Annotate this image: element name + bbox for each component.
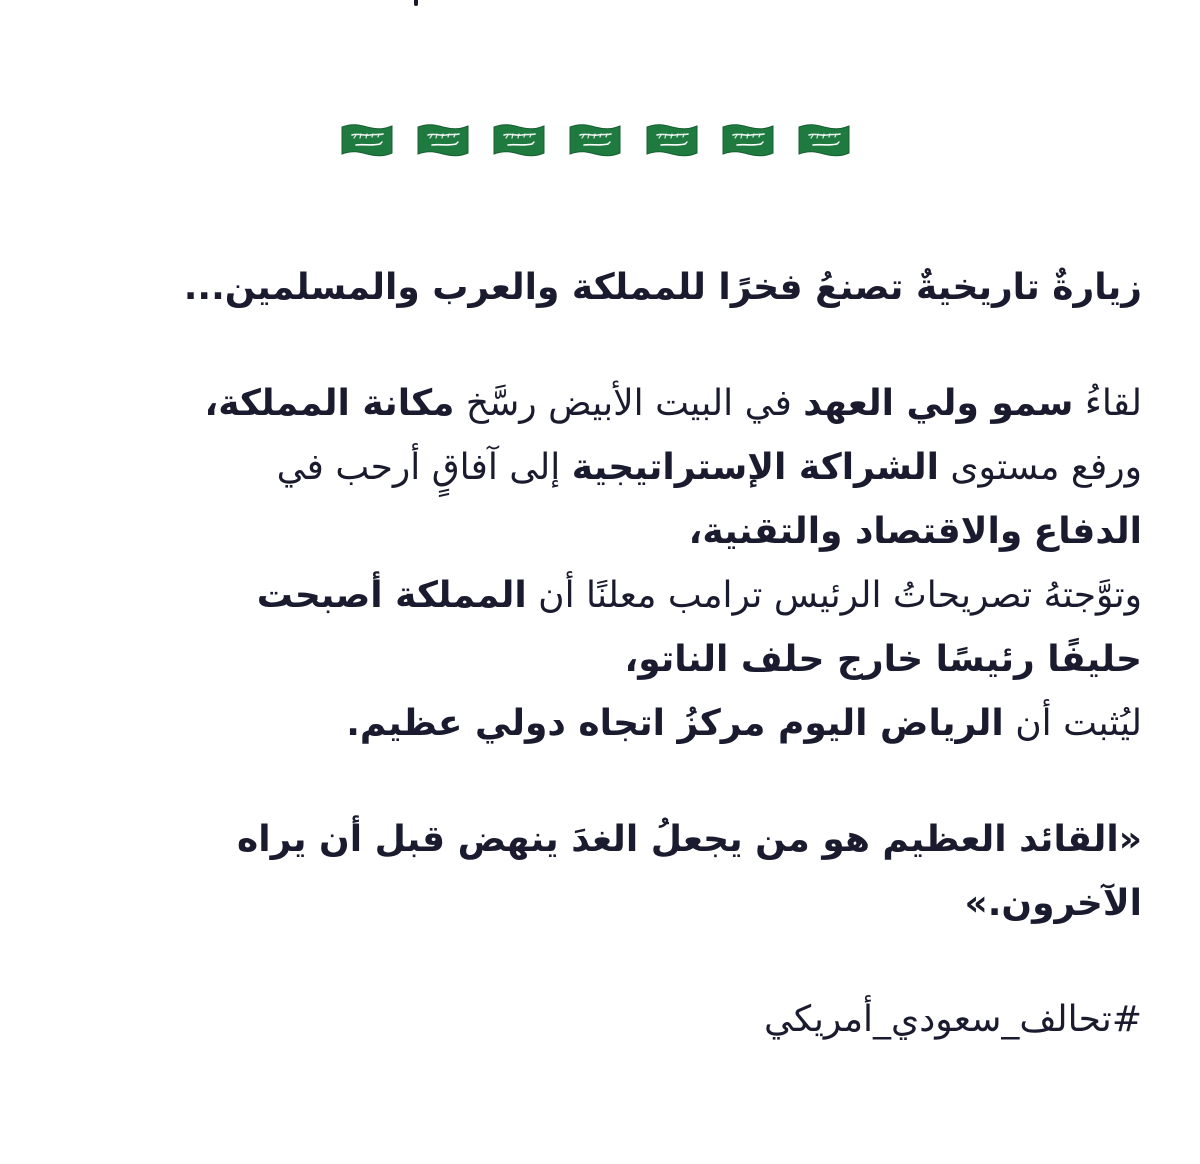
saudi-flag-icon bbox=[340, 122, 394, 160]
clipped-text-fragment bbox=[414, 0, 418, 6]
text-run: في البيت الأبيض رسَّخ bbox=[454, 383, 804, 424]
para1-line-2 bbox=[42, 436, 1142, 500]
paragraph-gap bbox=[42, 756, 1142, 808]
bold-run: مكانة المملكة، bbox=[204, 383, 455, 424]
saudi-flag-icon bbox=[721, 122, 775, 160]
quote-line-2: الآخرون.» bbox=[964, 883, 1142, 924]
post-headline: زيارةٌ تاريخيةٌ تصنعُ فخرًا للمملكة والعرب والمسلمين... bbox=[183, 267, 1142, 308]
bold-run: الدفاع bbox=[1033, 511, 1142, 552]
bold-run: والاقتصاد والتقنية، bbox=[688, 511, 1023, 552]
paragraph-gap bbox=[42, 936, 1142, 988]
bold-run: حليفًا رئيسًا خارج حلف الناتو، bbox=[624, 639, 1142, 680]
saudi-flag-icon bbox=[416, 122, 470, 160]
text-run: لقاءُ bbox=[1073, 383, 1142, 424]
text-run: إلى آفاقٍ أرحب في bbox=[276, 447, 572, 488]
text-run: ورفع مستوى bbox=[938, 447, 1142, 488]
text-run: ليُثبت أن bbox=[1003, 703, 1142, 744]
saudi-flag-icon bbox=[645, 122, 699, 160]
bold-run: الشراكة الإستراتيجية bbox=[571, 447, 939, 488]
saudi-flag-icon bbox=[568, 122, 622, 160]
para1-line-3 bbox=[42, 500, 1142, 564]
bold-run: الرياض اليوم مركزُ اتجاه دولي عظيم. bbox=[346, 703, 1004, 744]
text-run: وتوَّجتهُ تصريحاتُ الرئيس ترامب معلنًا أن bbox=[526, 575, 1142, 616]
bold-run: المملكة أصبحت bbox=[256, 575, 527, 616]
para1-line-4 bbox=[42, 564, 1142, 628]
saudi-flag-icon bbox=[797, 122, 851, 160]
para1-line-1 bbox=[42, 372, 1142, 436]
flag-emoji-row bbox=[0, 122, 1200, 162]
saudi-flag-icon bbox=[492, 122, 546, 160]
paragraph-gap bbox=[42, 320, 1142, 372]
para1-line-6 bbox=[42, 692, 1142, 756]
bold-run: سمو ولي العهد bbox=[803, 383, 1074, 424]
hashtag: #تحالف_سعودي_أمريكي bbox=[763, 999, 1142, 1040]
text-run bbox=[1022, 511, 1033, 552]
post-text bbox=[42, 256, 1142, 1052]
para1-line-5 bbox=[42, 628, 1142, 692]
quote-line-1: «القائد العظيم هو من يجعلُ الغدَ ينهض قبل أن يراه bbox=[237, 819, 1142, 860]
